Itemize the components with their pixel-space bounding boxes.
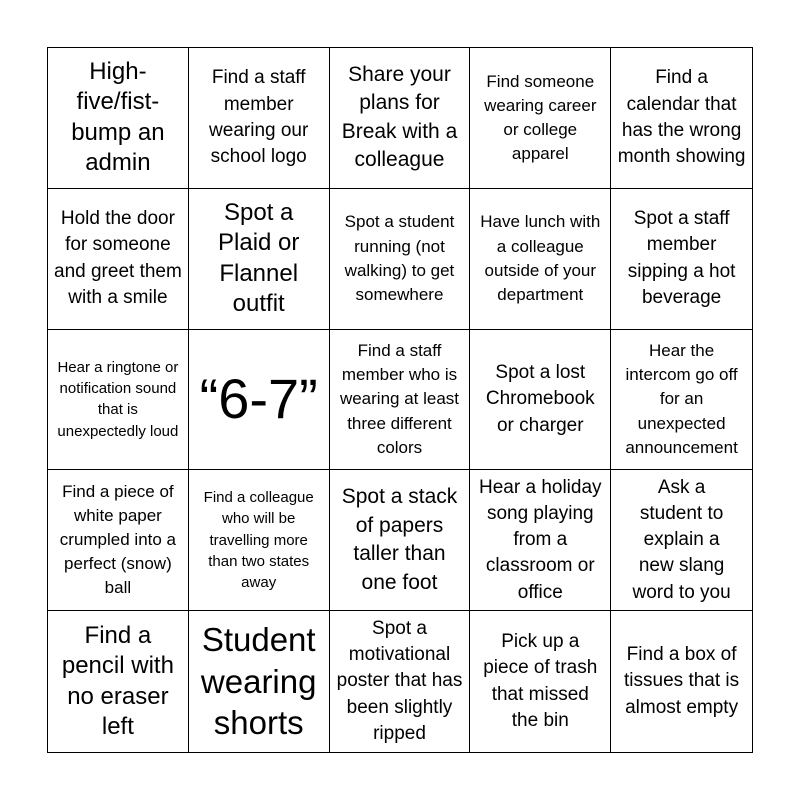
bingo-cell-r5c2[interactable]: [189, 611, 330, 752]
bingo-cell-r1c5[interactable]: [611, 48, 752, 189]
bingo-cell-r5c5[interactable]: [611, 611, 752, 752]
cell-text: Spot a Plaid or Flannel outfit: [218, 198, 300, 318]
cell-text: Student wearing shorts: [200, 621, 317, 742]
bingo-cell-r5c1[interactable]: [48, 611, 189, 752]
cell-text: Share your plans for Break with a colleague: [341, 62, 458, 172]
bingo-cell-r1c1[interactable]: [48, 48, 189, 189]
cell-text: Find a staff member wearing our school logo: [209, 67, 309, 168]
cell-text: Find someone wearing career or college apparel: [484, 71, 597, 164]
bingo-cell-r2c3[interactable]: [330, 189, 471, 330]
cell-text: Find a colleague who will be travelling more than two states away: [203, 489, 314, 592]
bingo-cell-r2c1[interactable]: [48, 189, 189, 330]
bingo-cell-r3c1[interactable]: [48, 330, 189, 471]
bingo-cell-r3c4[interactable]: [470, 330, 611, 471]
cell-text: Pick up a piece of trash that missed the bin: [483, 631, 598, 731]
bingo-cell-r2c5[interactable]: [611, 189, 752, 330]
cell-text: Find a piece of white paper crumpled into a perfect (snow) ball: [59, 481, 177, 598]
bingo-cell-r4c1[interactable]: [48, 470, 189, 611]
cell-text: Hold the door for someone and greet them with a smile: [54, 208, 182, 308]
cell-text: Find a pencil with no eraser left: [61, 621, 174, 741]
bingo-cell-r3c3[interactable]: [330, 330, 471, 471]
bingo-cell-r5c4[interactable]: [470, 611, 611, 752]
bingo-cell-r4c2[interactable]: [189, 470, 330, 611]
bingo-board: [47, 47, 753, 753]
cell-text: Find a box of tissues that is almost empty: [624, 644, 740, 718]
cell-text: Spot a staff member sipping a hot beverage: [627, 208, 736, 308]
bingo-cell-r2c2[interactable]: [189, 189, 330, 330]
cell-text: Have lunch with a colleague outside of your department: [480, 212, 601, 304]
cell-text: Find a staff member who is wearing at least three different colors: [339, 341, 460, 457]
cell-text: Hear a ringtone or notification sound that is unexpectedly loud: [57, 358, 179, 440]
cell-text: Find a calendar that has the wrong month showing: [617, 67, 746, 168]
bingo-cell-r4c5[interactable]: [611, 470, 752, 611]
bingo-cell-r1c4[interactable]: [470, 48, 611, 189]
cell-text: Ask a student to explain a new slang word to you: [632, 476, 731, 603]
bingo-cell-r3c5[interactable]: [611, 330, 752, 471]
bingo-cell-r5c3[interactable]: [330, 611, 471, 752]
bingo-cell-r1c3[interactable]: [330, 48, 471, 189]
cell-text: Spot a motivational poster that has been slightly ripped: [336, 618, 463, 744]
cell-text: High-five/fist-bump an admin: [71, 57, 165, 177]
bingo-cell-r1c2[interactable]: [189, 48, 330, 189]
cell-text: Hear a holiday song playing from a classroom or office: [479, 476, 602, 603]
cell-text: Hear the intercom go off for an unexpected announcement: [625, 341, 738, 457]
cell-text: Spot a stack of papers taller than one foot: [341, 485, 458, 594]
bingo-cell-r2c4[interactable]: [470, 189, 611, 330]
bingo-cell-r4c4[interactable]: [470, 470, 611, 611]
free-space-text: “6-7”: [199, 367, 318, 431]
cell-text: Spot a student running (not walking) to get somewhere: [344, 212, 455, 304]
cell-text: Spot a lost Chromebook or charger: [485, 362, 595, 436]
bingo-cell-r3c2[interactable]: [189, 330, 330, 471]
bingo-cell-r4c3[interactable]: [330, 470, 471, 611]
